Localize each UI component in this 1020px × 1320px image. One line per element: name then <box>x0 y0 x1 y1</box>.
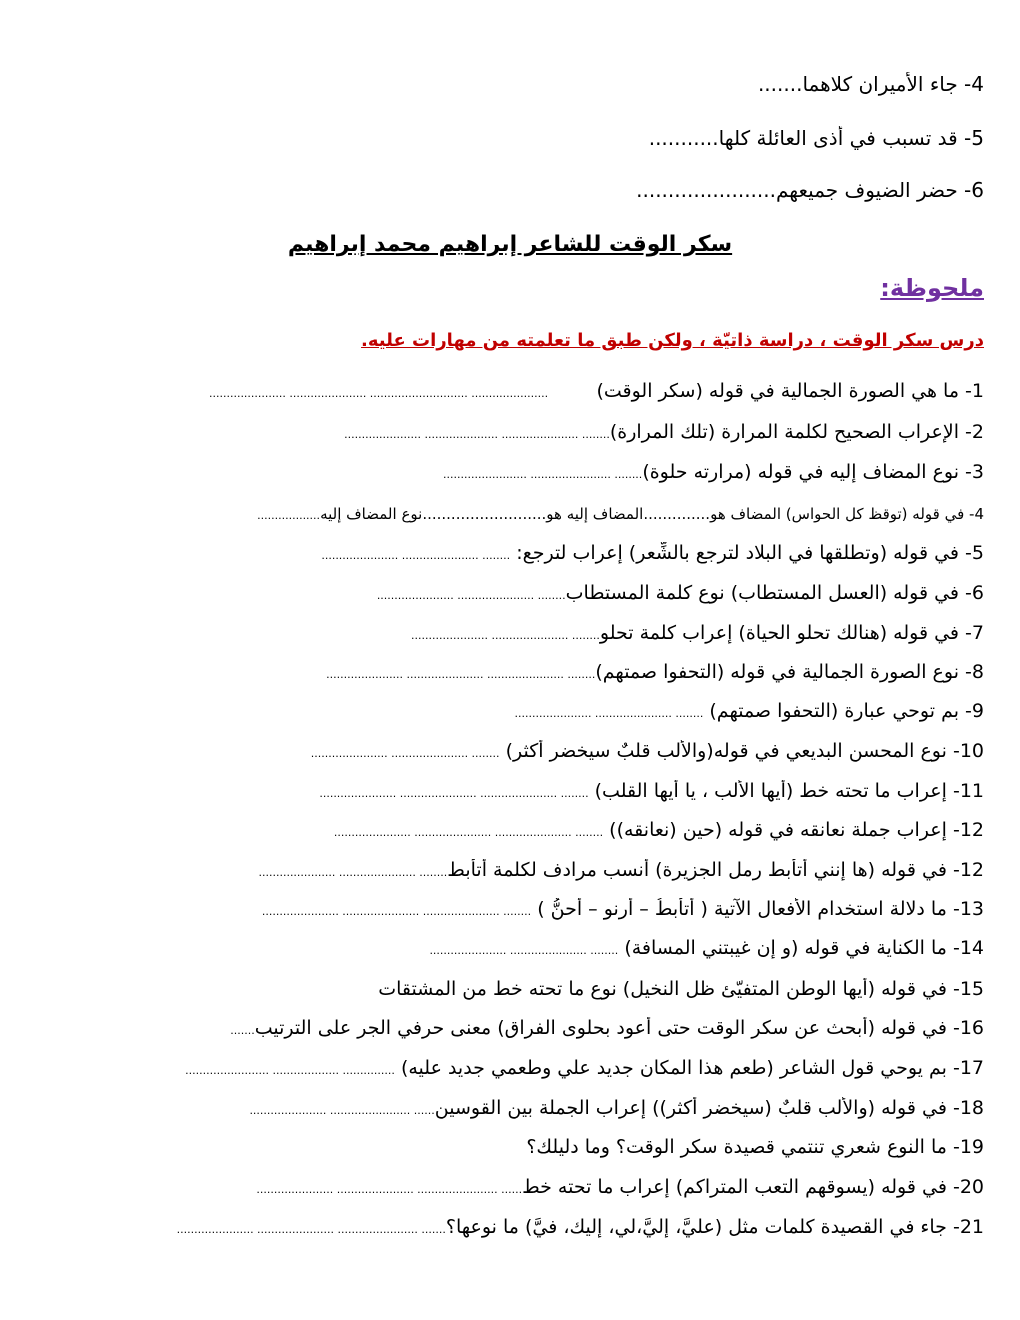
question-item: 5- في قوله (وتطلقها في البلاد لترجع بالشِّعر) إعراب لترجع: ........ ...................... ...................... <box>321 542 984 564</box>
question-item: 10- نوع المحسن البديعي في قوله(والألب قلبٌ سيخضر أكثر) ........ ...................... ...................... <box>310 740 984 762</box>
question-item: 16- في قوله (أبحث عن سكر الوقت حتى أعود بحلوى الفراق) معنى حرفي الجر على الترتيب....... <box>230 1017 984 1039</box>
lesson-note: درس سكر الوقت ، دراسة ذاتيّة ، ولكن طبق ما تعلمته من مهارات عليه. <box>361 330 984 351</box>
question-item: 11- إعراب ما تحته خط (أيها الألب ، يا أيها القلب) ........ ...................... ...................... ...................... <box>319 780 984 802</box>
question-item: 13- ما دلالة استخدام الأفعال الآتية ( أتأبطُ – أرنو – أحنُّ ) ........ ...................... ...................... ...................... <box>261 898 984 920</box>
question-item: 1- ما هي الصورة الجمالية في قوله (سكر الوقت) ...................... ............................ ...................... ...................... <box>208 380 984 402</box>
pre-item: 6- حضر الضيوف جميعهم...................... <box>636 178 984 202</box>
question-item: 14- ما الكناية في قوله (و إن غيبتني المسافة) ........ ...................... ...................... <box>429 937 984 959</box>
page-title: سكر الوقت للشاعر إبراهيم محمد إبراهيم <box>287 232 733 257</box>
question-item: 21- جاء في القصيدة كلمات مثل (عليَّ، إليَّ،لي، إليك، فيَّ) ما نوعها؟....... ....................... ...................... ...................... <box>176 1216 984 1238</box>
question-item: 12- إعراب جملة نعانقه في قوله (حين (نعانقه)) ........ ...................... ...................... ...................... <box>333 819 984 841</box>
question-item: 3- نوع المضاف إليه في قوله (مرارته حلوة)........ ....................... ........................ <box>443 461 984 483</box>
question-item: 19- ما النوع شعري تنتمي قصيدة سكر الوقت؟ وما دليلك؟ <box>526 1136 984 1158</box>
question-item: 2- الإعراب الصحيح لكلمة المرارة (تلك المرارة)........ ...................... ..................... ...................... <box>344 421 984 443</box>
question-item: 4- في قوله (توقظ كل الحواس) المضاف هو..............المضاف إليه هو..........................نوع المضاف إليه.................. <box>257 505 984 523</box>
question-item: 8- نوع الصورة الجمالية في قوله (التحفوا صمتهم)........ ...................... ...................... ...................... <box>326 661 984 683</box>
question-item: 12- في قوله (ها إنني أتأبط رمل الجزيرة) أنسب مرادف لكلمة أتأبط........ ...................... ...................... <box>258 859 984 881</box>
question-item: 6- في قوله (العسل المستطاب) نوع كلمة المستطاب........ ...................... ...................... <box>376 582 984 604</box>
question-item: 18- في قوله (والألب قلبٌ (سيخضر أكثر)) إعراب الجملة بين القوسين...... ....................... ...................... <box>249 1097 984 1119</box>
question-item: 15- في قوله (أيها الوطن المتفيّئ ظل النخيل) نوع ما تحته خط من المشتقات <box>378 978 984 1000</box>
pre-item: 4- جاء الأميران كلاهما....... <box>757 72 984 96</box>
question-item: 17- بم يوحي قول الشاعر (طعم هذا المكان جديد علي وطعمي جديد عليه) ............... ................... ........................ <box>185 1057 984 1079</box>
question-item: 20- في قوله (يسوقهم التعب المتراكم) إعراب ما تحته خط...... ....................... ...................... ...................... <box>256 1176 984 1198</box>
pre-item: 5- قد تسبب في أذى العائلة كلها........... <box>648 126 984 150</box>
question-item: 7- في قوله (هنالك تحلو الحياة) إعراب كلمة تحلو........ ...................... ...................... <box>411 622 984 644</box>
question-item: 9- بم توحي عبارة (التحفوا صمتهم) ........ ...................... ...................... <box>514 700 984 722</box>
note-label: ملحوظة: <box>880 274 984 302</box>
